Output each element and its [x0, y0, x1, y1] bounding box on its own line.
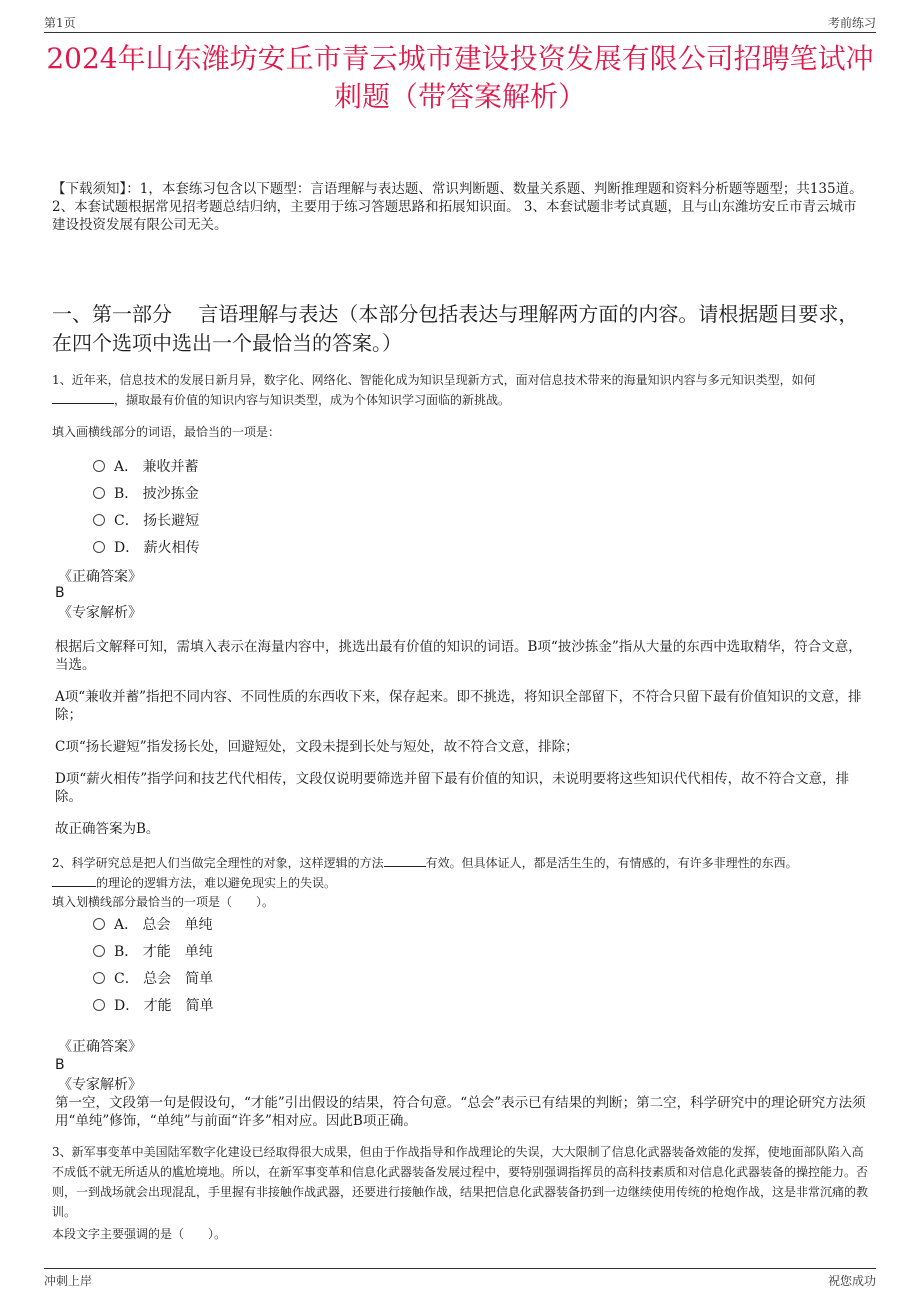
question-1-option-c[interactable]: C． 扬长避短 — [93, 512, 199, 532]
question-2-option-c[interactable]: C． 总会 简单 — [93, 970, 213, 990]
question-2-option-b[interactable]: B． 才能 单纯 — [93, 943, 213, 963]
radio-icon[interactable] — [93, 999, 105, 1011]
footer-rule — [44, 1268, 876, 1269]
radio-icon[interactable] — [93, 945, 105, 957]
document-title: 2024年山东潍坊安丘市青云城市建设投资发展有限公司招聘笔试冲刺题（带答案解析） — [46, 42, 874, 113]
question-1-analysis-5: 故正确答案为B。 — [55, 821, 160, 837]
question-1-analysis-1: 根据后文解释可知，需填入表示在海量内容中，挑选出最有价值的知识的词语。B项“披沙拣金”指从大量的东西中选取精华，符合文意，当选。 — [55, 639, 862, 673]
header-rule — [44, 32, 876, 33]
radio-icon[interactable] — [93, 487, 105, 499]
question-1-option-d[interactable]: D． 薪火相传 — [93, 539, 200, 559]
question-2-analysis: 第一空，文段第一句是假设句，“才能”引出假设的结果，符合句意。“总会”表示已有结果的判断；第二空，科学研究中的理论研究方法须用“单纯”修饰，“单纯”与前面“许多”相对应。因此B项正确。 — [55, 1095, 866, 1129]
question-1-stem: 1、近年来，信息技术的发展日新月异，数字化、网络化、智能化成为知识呈现新方式，面对信息技术带来的海量知识内容与多元知识类型，如何，撷取最有价值的知识内容与知识类型，成为个体知识学习面临的新挑战。 — [52, 373, 816, 407]
download-notice: 【下载须知】：1，本套练习包含以下题型：言语理解与表达题、常识判断题、数量关系题、判断推理题和资料分析题等题型；共135道。 2、本套试题根据常见招考题总结归纳，主要用于练习答题思路和拓展知识面。 3、本套试题非考试真题，且与山东潍坊安丘市青云城市建设投资发展有限公司无关。 — [52, 181, 863, 233]
radio-icon[interactable] — [93, 460, 105, 472]
radio-icon[interactable] — [93, 918, 105, 930]
question-2-answer: B — [55, 1057, 65, 1073]
question-2-option-d[interactable]: D． 才能 简单 — [93, 997, 214, 1017]
expert-analysis-label: 《专家解析》 — [58, 1077, 142, 1093]
radio-icon[interactable] — [93, 514, 105, 526]
question-3-stem: 3、新军事变革中美国陆军数字化建设已经取得很大成果，但由于作战指导和作战理论的失误，大大限制了信息化武器装备效能的发挥，使地面部队陷入高不成低不就无所适从的尴尬境地。所以，在新军事变革和信息化武器装备发展过程中，要特别强调指挥员的高科技素质和对信息化武器装备的操控能力。否则，一到战场就会出现混乱，手里握有非接触作战武器，还要进行接触作战，结果把信息化武器装备扔到一边继续使用传统的枪炮作战，这是非常沉痛的教训。 — [52, 1145, 869, 1219]
question-3-prompt: 本段文字主要强调的是（ ）。 — [52, 1227, 227, 1241]
fill-blank — [52, 390, 114, 404]
question-1-analysis-3: C项“扬长避短”指发扬长处，回避短处，文段未提到长处与短处，故不符合文意，排除； — [55, 739, 579, 755]
footer-left: 冲刺上岸 — [44, 1274, 93, 1288]
expert-analysis-label: 《专家解析》 — [58, 605, 142, 621]
question-2-option-a[interactable]: A． 总会 单纯 — [93, 916, 213, 936]
radio-icon[interactable] — [93, 972, 105, 984]
question-2-prompt: 填入划横线部分最恰当的一项是（ ）。 — [52, 895, 275, 909]
question-1-option-a[interactable]: A． 兼收并蓄 — [93, 458, 199, 478]
question-1-prompt: 填入画横线部分的词语，最恰当的一项是： — [52, 425, 281, 439]
question-1-answer: B — [55, 585, 65, 601]
question-1-analysis-4: D项“薪火相传”指学问和技艺代代相传，文段仅说明要筛选并留下最有价值的知识，未说明要将这些知识代代相传，故不符合文意，排除。 — [55, 771, 850, 805]
fill-blank — [384, 853, 426, 867]
question-2-stem: 2、科学研究总是把人们当做完全理性的对象，这样逻辑的方法 有效。但具体证人，都是活生生的，有情感的，有许多非理性的东西。 的理论的逻辑方法，难以避免现实上的失误。 — [52, 853, 870, 893]
radio-icon[interactable] — [93, 541, 105, 553]
section-heading: 一、第一部分 言语理解与表达（本部分包括表达与理解两方面的内容。请根据题目要求，在四个选项中选出一个最恰当的答案。） — [52, 302, 859, 355]
header-tag: 考前练习 — [827, 16, 876, 30]
correct-answer-label: 《正确答案》 — [58, 569, 142, 585]
fill-blank — [52, 873, 96, 887]
page-number: 第1页 — [44, 16, 76, 30]
question-1-analysis-2: A项“兼收并蓄”指把不同内容、不同性质的东西收下来，保存起来。即不挑选，将知识全部留下，不符合只留下最有价值知识的文意，排除； — [55, 689, 862, 723]
correct-answer-label: 《正确答案》 — [58, 1039, 142, 1055]
question-1-option-b[interactable]: B． 披沙拣金 — [93, 485, 199, 505]
footer-right: 祝您成功 — [827, 1274, 876, 1288]
